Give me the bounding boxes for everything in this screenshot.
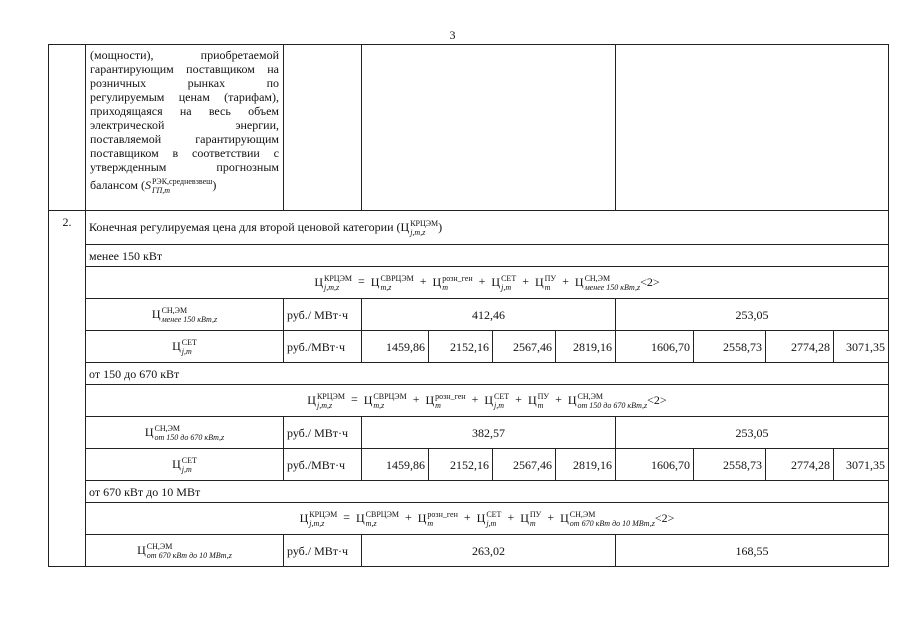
symbol: Ц — [527, 392, 537, 407]
formula — [86, 503, 889, 535]
value-cell: 2558,73 — [694, 331, 766, 363]
table-row — [49, 299, 889, 331]
superscript: СН,ЭМ — [577, 391, 604, 401]
symbol: Ц — [356, 510, 365, 525]
row-number: 2. — [49, 211, 86, 567]
desc-line: поставляемой гарантирующим — [90, 132, 279, 146]
superscript: РЭК,средневзвеш — [151, 177, 213, 186]
subscript: j,m — [494, 400, 505, 410]
subscript: m,z — [380, 282, 392, 292]
symbol: Ц — [560, 510, 569, 525]
subscript: от 150 до 670 кВт,z — [154, 432, 225, 442]
subscript: j,m — [501, 282, 512, 292]
operator: + — [463, 510, 471, 525]
subscript: менее 150 кВт,z — [584, 282, 641, 292]
superscript: КРЦЭМ — [410, 218, 439, 228]
table-row — [49, 211, 889, 245]
group-heading: от 150 до 670 кВт — [86, 363, 889, 385]
symbol: Ц — [520, 510, 529, 525]
param-symbol — [86, 535, 284, 567]
superscript: ПУ — [529, 509, 542, 519]
operator: = — [343, 510, 350, 525]
desc-text: ) — [212, 177, 217, 192]
subscript: j,m,z — [324, 282, 340, 292]
operator: + — [555, 392, 562, 407]
group-heading: менее 150 кВт — [86, 245, 889, 267]
symbol: Ц — [307, 392, 316, 407]
superscript: СВРЦЭМ — [373, 391, 407, 401]
subscript: от 670 кВт до 10 МВт,z — [146, 550, 232, 560]
superscript: СЕТ — [181, 455, 197, 465]
unit-cell: руб./ МВт·ч — [284, 299, 362, 331]
symbol: Ц — [144, 424, 154, 439]
unit-cell: руб./МВт·ч — [284, 449, 362, 481]
superscript: СН,ЭМ — [146, 541, 173, 551]
superscript: СН,ЭМ — [154, 423, 181, 433]
value-cell: 3071,35 — [834, 449, 889, 481]
symbol: Ц — [400, 219, 410, 234]
subscript: m,z — [365, 518, 377, 528]
superscript: СВРЦЭМ — [380, 273, 414, 283]
subscript: j,m — [486, 518, 497, 528]
value-cell: 1606,70 — [616, 331, 694, 363]
desc-line: приходящаяся на весь объем — [90, 104, 279, 118]
unit-cell: руб./МВт·ч — [284, 331, 362, 363]
symbol: Ц — [574, 274, 584, 289]
symbol: Ц — [172, 338, 181, 353]
empty-cell — [284, 45, 362, 211]
value-cell: 382,57 — [362, 417, 616, 449]
table-row — [49, 363, 889, 385]
superscript: СН,ЭМ — [161, 305, 188, 315]
param-symbol — [86, 449, 284, 481]
symbol: Ц — [314, 274, 324, 289]
subscript: от 150 до 670 кВт,z — [577, 400, 648, 410]
value-cell: 1606,70 — [616, 449, 694, 481]
subscript: m — [435, 400, 441, 410]
page-number: 3 — [449, 28, 456, 42]
value-cell: 2558,73 — [694, 449, 766, 481]
subscript: m — [529, 518, 536, 528]
subscript: ГП,m — [151, 186, 171, 195]
value-cell: 2819,16 — [556, 331, 616, 363]
unit-cell: руб./ МВт·ч — [284, 417, 362, 449]
empty-cell — [362, 45, 616, 211]
subscript: j,m — [181, 464, 192, 474]
symbol: Ц — [567, 392, 577, 407]
symbol: Ц — [172, 456, 181, 471]
param-symbol — [86, 299, 284, 331]
subscript: j,m,z — [316, 400, 333, 410]
table-row — [49, 449, 889, 481]
symbol: Ц — [432, 274, 442, 289]
symbol: Ц — [534, 274, 544, 289]
superscript: СН,ЭМ — [569, 509, 596, 519]
value-cell: 412,46 — [362, 299, 616, 331]
value-cell: 168,55 — [616, 535, 889, 567]
table-row — [49, 385, 889, 417]
subscript: m — [442, 282, 448, 292]
symbol: Ц — [299, 510, 309, 525]
operator: + — [471, 392, 479, 407]
symbol: Ц — [484, 392, 494, 407]
symbol: Ц — [370, 274, 380, 289]
desc-line: поставщиком в соответствии с — [90, 146, 279, 160]
description-cell — [86, 45, 284, 211]
subscript: m — [427, 518, 434, 528]
operator: + — [547, 510, 555, 525]
desc-line: регулируемым ценам (тарифам), — [90, 90, 279, 104]
value-cell: 2567,46 — [493, 331, 556, 363]
desc-last-line — [90, 177, 279, 195]
desc-text: балансом ( — [90, 177, 145, 192]
symbol: Ц — [425, 392, 435, 407]
subscript: j,m,z — [309, 518, 325, 528]
value-cell: 1459,86 — [362, 449, 429, 481]
table-row — [49, 481, 889, 503]
desc-line: электрической энергии, — [90, 118, 279, 132]
value-cell: 263,02 — [362, 535, 616, 567]
table-row — [49, 267, 889, 299]
operator: + — [404, 510, 412, 525]
subscript: m — [537, 400, 544, 410]
value-cell: 2774,28 — [766, 331, 834, 363]
table-row — [49, 535, 889, 567]
symbol: Ц — [491, 274, 501, 289]
section-title — [86, 211, 889, 245]
empty-cell — [49, 45, 86, 211]
operator: + — [515, 392, 522, 407]
subscript: j,m,z — [410, 227, 426, 237]
desc-line: розничных рынках по — [90, 76, 279, 90]
symbol: S — [144, 177, 151, 192]
footnote-ref: <2> — [640, 274, 660, 289]
value-cell: 2152,16 — [429, 331, 493, 363]
subscript: m — [544, 282, 551, 292]
superscript: СЕТ — [486, 509, 502, 519]
title-text: Конечная регулируемая цена для второй ценовой категории ( — [89, 219, 401, 234]
operator: + — [507, 510, 515, 525]
superscript: СВРЦЭМ — [365, 509, 399, 519]
symbol: Ц — [363, 392, 373, 407]
symbol: Ц — [151, 306, 161, 321]
title-text: ) — [438, 219, 443, 234]
unit-cell: руб./ МВт·ч — [284, 535, 362, 567]
operator: + — [562, 274, 569, 289]
value-cell: 253,05 — [616, 417, 889, 449]
superscript: КРЦЭМ — [309, 509, 338, 519]
table-row — [49, 503, 889, 535]
operator: + — [522, 274, 529, 289]
operator: = — [357, 274, 365, 289]
superscript: розн_ген — [442, 273, 473, 283]
subscript: менее 150 кВт,z — [161, 314, 218, 324]
param-symbol — [86, 331, 284, 363]
value-cell: 2152,16 — [429, 449, 493, 481]
value-cell: 2567,46 — [493, 449, 556, 481]
superscript: СН,ЭМ — [584, 273, 611, 283]
value-cell: 2774,28 — [766, 449, 834, 481]
formula — [86, 385, 889, 417]
table-row — [49, 331, 889, 363]
empty-cell — [616, 45, 889, 211]
footnote-ref: <2> — [654, 510, 675, 525]
formula — [86, 267, 889, 299]
tariff-table — [48, 44, 889, 567]
operator: + — [412, 392, 420, 407]
operator: + — [419, 274, 427, 289]
value-cell: 3071,35 — [834, 331, 889, 363]
superscript: розн_ген — [435, 391, 466, 401]
value-cell: 253,05 — [616, 299, 889, 331]
superscript: СЕТ — [494, 391, 510, 401]
desc-line: утвержденным прогнозным — [90, 160, 279, 174]
group-heading: от 670 кВт до 10 МВт — [86, 481, 889, 503]
operator: = — [350, 392, 358, 407]
value-cell: 1459,86 — [362, 331, 429, 363]
superscript: СЕТ — [181, 337, 197, 347]
footnote-ref: <2> — [647, 392, 667, 407]
superscript: ПУ — [537, 391, 550, 401]
table-row — [49, 45, 889, 211]
superscript: КРЦЭМ — [316, 391, 345, 401]
symbol: Ц — [476, 510, 486, 525]
table-row — [49, 245, 889, 267]
symbol: Ц — [417, 510, 427, 525]
subscript: от 670 кВт до 10 МВт,z — [569, 518, 655, 528]
symbol: Ц — [137, 542, 146, 557]
superscript: СЕТ — [501, 273, 517, 283]
desc-line: (мощности), приобретаемой — [90, 48, 279, 62]
subscript: m,z — [373, 400, 385, 410]
value-cell: 2819,16 — [556, 449, 616, 481]
superscript: КРЦЭМ — [324, 273, 352, 283]
table-row — [49, 417, 889, 449]
superscript: розн_ген — [427, 509, 458, 519]
param-symbol — [86, 417, 284, 449]
subscript: j,m — [181, 346, 192, 356]
superscript: ПУ — [544, 273, 557, 283]
desc-line: гарантирующим поставщиком на — [90, 62, 279, 76]
operator: + — [478, 274, 486, 289]
